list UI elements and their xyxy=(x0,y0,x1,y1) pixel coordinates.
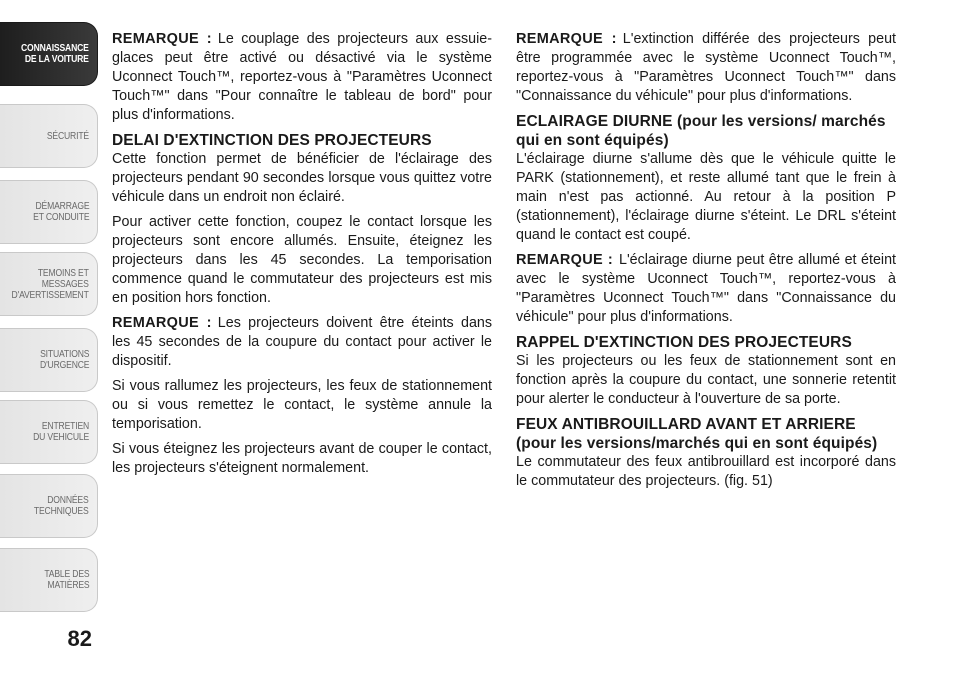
tab-label: ENTRETIEN DU VEHICULE xyxy=(33,421,89,443)
note-text: Le couplage des projecteurs aux essuie-glaces peut être activé ou désactivé via le système Uconnect Touch™, reportez-vous à "Paramètres Uconnect Touch™" dans "Pour connaître le tableau de bord" pour plus d'informations. xyxy=(112,31,492,123)
body-paragraph: Si vous éteignez les projecteurs avant de couper le contact, les projecteurs s'éteignent normalement. xyxy=(112,441,492,476)
section-heading: ECLAIRAGE DIURNE (pour les versions/ marchés qui en sont équipés) xyxy=(516,113,886,149)
note-paragraph xyxy=(112,314,492,371)
note-paragraph xyxy=(516,30,896,106)
left-column xyxy=(112,30,492,484)
tab-table-matieres[interactable] xyxy=(0,548,98,612)
body-paragraph: Pour activer cette fonction, coupez le contact lorsque les projecteurs sont encore allumés. Ensuite, éteignez les projecteurs dans les 45 secondes. La temporisation commence quand le commutateur des projecteurs est mis en position hors fonction. xyxy=(112,214,492,306)
tab-label: DÉMARRAGE ET CONDUITE xyxy=(32,201,89,223)
tab-label: CONNAISSANCE DE LA VOITURE xyxy=(21,43,89,65)
tab-demarrage-conduite[interactable] xyxy=(0,180,98,244)
body-paragraph: Le commutateur des feux antibrouillard est incorporé dans le commutateur des projecteurs. (fig. 51) xyxy=(516,454,896,489)
section-heading: RAPPEL D'EXTINCTION DES PROJECTEURS xyxy=(516,334,852,351)
tab-label: TABLE DES MATIÈRES xyxy=(43,569,89,591)
tab-label: TEMOINS ET MESSAGES D'AVERTISSEMENT xyxy=(11,267,89,301)
tab-label: SITUATIONS D'URGENCE xyxy=(39,349,89,371)
tab-label: DONNÉES TECHNIQUES xyxy=(34,495,89,517)
page-number: 82 xyxy=(67,626,92,651)
note-text: L'extinction différée des projecteurs peut être programmée avec le système Uconnect Touch™, reportez-vous à "Paramètres Uconnect Touch™" dans "Connaissance du véhicule" pour plus d'informations. xyxy=(516,31,896,104)
note-text: Les projecteurs doivent être éteints dans les 45 secondes de la coupure du contact pour activer le dispositif. xyxy=(112,315,493,369)
note-paragraph xyxy=(112,30,492,125)
section-heading: DELAI D'EXTINCTION DES PROJECTEURS xyxy=(112,132,432,149)
body-paragraph: L'éclairage diurne s'allume dès que le véhicule quitte le PARK (stationnement), et reste allumé tant que le frein à main n'est pas actionné. Au retour à la position P (stationnement), l'éclairage diurne s'éteint. Le DRL s'éteint quand le contact est coupé. xyxy=(516,151,896,243)
right-column xyxy=(516,30,896,497)
note-label: REMARQUE : xyxy=(112,31,212,47)
body-paragraph: Si vous rallumez les projecteurs, les feux de stationnement ou si vous remettez le contact, le système annule la temporisation. xyxy=(112,378,492,432)
tab-temoins-messages[interactable] xyxy=(0,252,98,316)
body-paragraph: Si les projecteurs ou les feux de stationnement sont en fonction après la coupure du contact, une sonnerie retentit pour alerter le conducteur à l'ouverture de sa porte. xyxy=(516,353,896,407)
note-label: REMARQUE : xyxy=(516,31,617,47)
note-text: L'éclairage diurne peut être allumé et éteint avec le système Uconnect Touch™, reportez-vous à "Paramètres Uconnect Touch™" dans "Connaissance du véhicule" pour plus d'informations. xyxy=(516,252,897,325)
note-paragraph xyxy=(516,251,896,327)
tab-entretien-vehicule[interactable] xyxy=(0,400,98,464)
body-paragraph: Cette fonction permet de bénéficier de l'éclairage des projecteurs pendant 90 secondes lorsque vous quittez votre véhicule dans un endroit non éclairé. xyxy=(112,151,492,205)
tab-donnees-techniques[interactable] xyxy=(0,474,98,538)
section-heading: FEUX ANTIBROUILLARD AVANT ET ARRIERE (pour les versions/marchés qui en sont équipés) xyxy=(516,416,878,452)
tab-situations-urgence[interactable] xyxy=(0,328,98,392)
tab-securite[interactable] xyxy=(0,104,98,168)
tab-connaissance-voiture[interactable] xyxy=(0,22,98,86)
tab-label: SÉCURITÉ xyxy=(46,130,89,142)
note-label: REMARQUE : xyxy=(516,252,613,268)
chapter-tabs xyxy=(0,0,100,678)
note-label: REMARQUE : xyxy=(112,315,212,331)
